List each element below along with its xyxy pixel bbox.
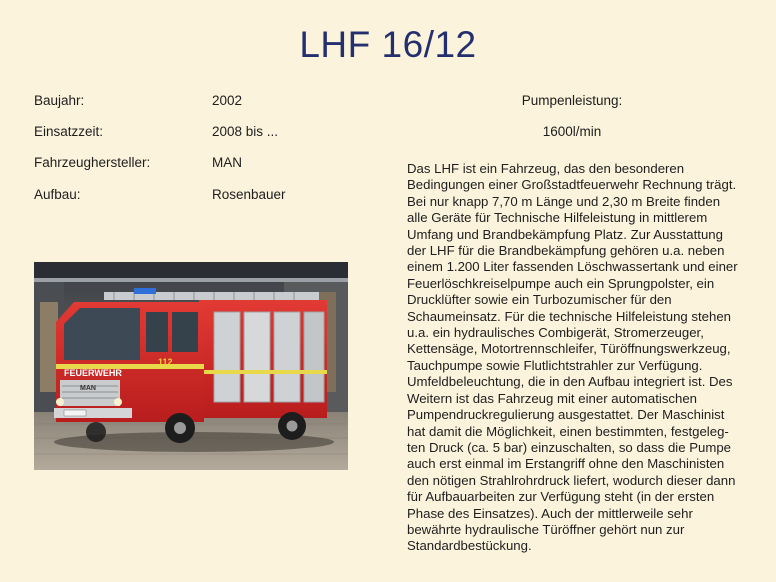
- pump-value: 1600l/min: [542, 124, 602, 139]
- spec-label: Aufbau:: [34, 187, 81, 202]
- grille: [60, 380, 120, 406]
- spec-value: MAN: [212, 155, 242, 170]
- spec-value: 2008 bis ...: [212, 124, 279, 139]
- windshield: [64, 308, 140, 360]
- blue-light: [134, 288, 156, 294]
- spec-value: Rosenbauer: [212, 187, 286, 202]
- license-plate: [64, 410, 86, 416]
- fire-truck-photo: [34, 262, 348, 470]
- spec-value: 2002: [212, 93, 243, 108]
- description-text: Das LHF ist ein Fahrzeug, das den besonderen Bedingungen einer Großstadtfeuerwehr Rechnung trägt. Bei nur knapp 7,70 m Länge und 2,30 m Breite finden alle Geräte für Technische Hilfeleistung in mittlerem Umfang und Brandbekämpfung Platz. Zur Ausstattung der LHF für die Brandbekämpfung gehören u.a. neben einem 1.200 Liter fassenden Löschwassertank und einer Feuerlöschkreiselpumpe auch ein Sprungpolster, ein Drucklüfter sowie ein Turbozumischer für den Schaumeinsatz. Für die technische Hilfeleistung stehen u.a. ein hydraulisches Combigerät, Stromerzeuger, Kettensäge, Motortrennschleifer, Türöffnungswerkzeug, Tauchpumpe sowie Flutlichtstrahler zur Verfügung. Umfeldbeleuchtung, die in den Aufbau integriert ist. Des Weitern ist das Fahrzeug mit einer automatischen Pumpendruckregulierung ausgestattet. Der Maschinist hat damit die Möglichkeit, einen bestimmten, festgeleg- ten Druck (ca. 5 bar) einzuschalten, so dass die Pumpe auch erst einmal im Erstangriff ohne den Maschinisten den nötigen Strahlrohrdruck liefert, wodurch dieser dann für Aufbauarbeiten zur Verfügung steht (in der ersten Phase des Einsatzes). Auch der mittlerweile sehr bewährte hydraulische Türöffner gehört nun zur Standardbestückung.: [407, 161, 738, 554]
- spec-label: Einsatzzeit:: [34, 124, 104, 139]
- spec-row-fahrzeughersteller: [34, 155, 364, 173]
- spec-row-aufbau: [34, 187, 364, 205]
- spec-label: Fahrzeughersteller:: [34, 155, 151, 170]
- door-number: 112: [158, 357, 173, 367]
- pump-label: Pumpenleistung:: [521, 93, 623, 108]
- spec-row-baujahr: [34, 93, 364, 111]
- cab-lettering: FEUERWEHR: [64, 368, 122, 378]
- spec-row-einsatzzeit: [34, 124, 364, 142]
- grille-brand: MAN: [80, 385, 96, 392]
- page-title: LHF 16/12: [299, 24, 477, 65]
- spec-label: Baujahr:: [34, 93, 85, 108]
- fire-truck-illustration: [34, 262, 348, 470]
